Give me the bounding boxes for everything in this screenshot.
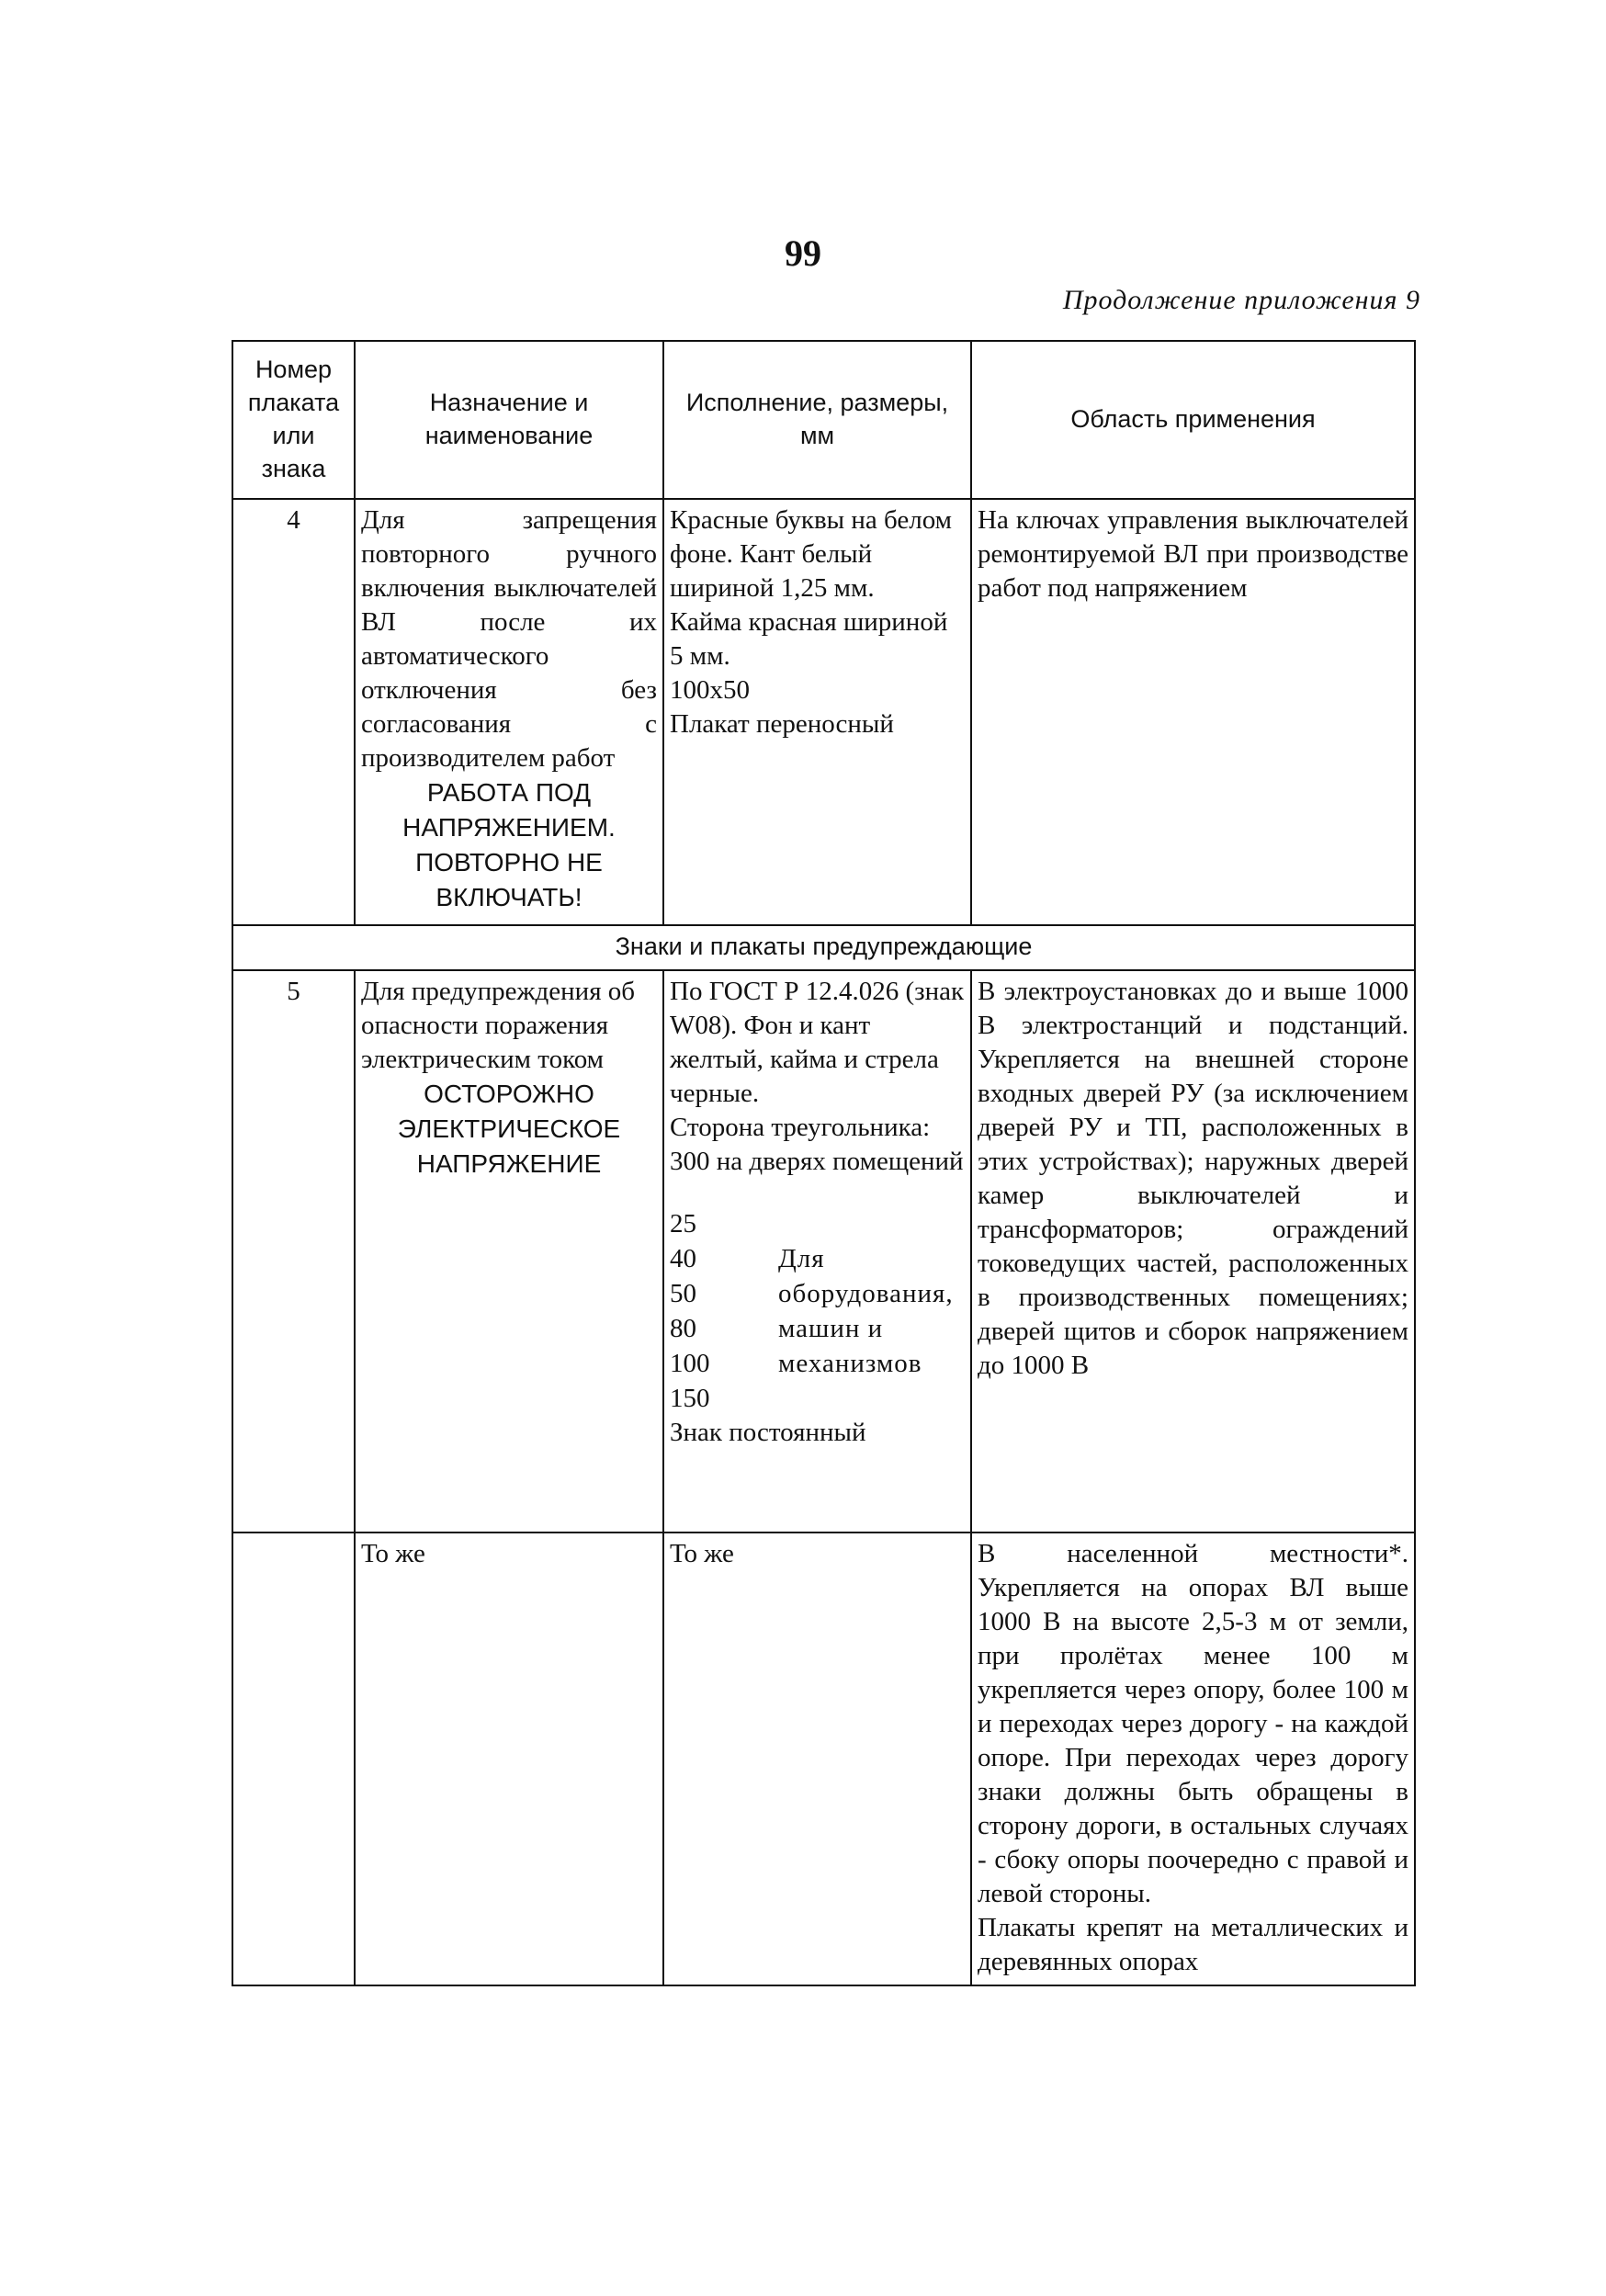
application-text: В населенной местности*. Укрепляется на опорах ВЛ выше 1000 В на высоте 2,5-3 м от земли, при пролётах менее 100 м укрепляется через опору, более 100 м и переходах через дорогу - на каждой опоре. При переходах через дорогу знаки должны быть обращены в сторону дороги, в остальных случаях - сбоку опоры поочередно с правой и левой стороны. — [978, 1539, 1408, 1908]
purpose-text: Для запрещения повторного ручного включения выключателей ВЛ после их автоматического отключения без согласования с производителем работ — [361, 505, 657, 773]
execution-size: 100х50 — [670, 675, 750, 705]
page-number: 99 — [785, 232, 821, 274]
poster-inscription: ОСТОРОЖНО ЭЛЕКТРИЧЕСКОЕ НАПРЯЖЕНИЕ — [397, 1080, 621, 1178]
table-header-row — [232, 341, 1415, 499]
execution-text: По ГОСТ Р 12.4.026 (знак W08). Фон и кант желтый, кайма и стрела черные. — [670, 977, 965, 1108]
continuation-caption: Продолжение приложения 9 — [1062, 285, 1420, 315]
size-value: 150 — [670, 1384, 710, 1413]
size-value: 80 — [670, 1314, 696, 1343]
sizes-note — [778, 1206, 965, 1416]
table-row — [232, 1533, 1415, 1985]
table-row — [232, 499, 1415, 925]
execution-text: Красные буквы на белом фоне. Кант белый шириной 1,25 мм. — [670, 505, 953, 603]
poster-number: 5 — [232, 970, 355, 1533]
execution-text: То же — [670, 1539, 734, 1568]
poster-number: 4 — [232, 499, 355, 925]
purpose-cell — [355, 499, 663, 925]
purpose-text: Для предупреждения об опасности поражения электрическим током — [361, 977, 636, 1074]
purpose-cell — [355, 970, 663, 1533]
application-cell — [971, 1533, 1415, 1985]
posters-table — [232, 340, 1416, 1986]
poster-inscription: РАБОТА ПОД НАПРЯЖЕНИЕМ. ПОВТОРНО НЕ ВКЛЮЧАТЬ! — [402, 778, 616, 911]
execution-type: Плакат переносный — [670, 709, 894, 739]
execution-text: Кайма красная шириной 5 мм. — [670, 607, 948, 671]
execution-cell — [663, 970, 971, 1533]
purpose-cell — [355, 1533, 663, 1985]
application-cell — [971, 970, 1415, 1533]
poster-number — [232, 1533, 355, 1985]
section-row — [232, 925, 1415, 970]
column-header-number: Номер плаката или знака — [232, 341, 355, 499]
column-header-purpose: Назначение и наименование — [355, 341, 663, 499]
column-header-application: Область применения — [971, 341, 1415, 499]
sizes-list — [670, 1206, 965, 1416]
section-title: Знаки и плакаты предупреждающие — [232, 925, 1415, 970]
application-cell — [971, 499, 1415, 925]
application-text: Плакаты крепят на металлических и деревянных опорах — [978, 1913, 1408, 1976]
purpose-text: То же — [361, 1539, 425, 1568]
execution-cell — [663, 499, 971, 925]
size-value: 25 — [670, 1209, 696, 1238]
size-value: 40 — [670, 1244, 696, 1273]
size-value: 50 — [670, 1279, 696, 1308]
size-value: 100 — [670, 1349, 710, 1378]
column-header-execution: Исполнение, размеры, мм — [663, 341, 971, 499]
size-values — [670, 1206, 778, 1416]
sizes-note-text: Для оборудования, машин и механизмов — [778, 1244, 954, 1378]
application-text: На ключах управления выключателей ремонтируемой ВЛ при производстве работ под напряжением — [978, 505, 1408, 603]
execution-type: Знак постоянный — [670, 1418, 866, 1447]
execution-text: Сторона треугольника: 300 на дверях помещений — [670, 1113, 964, 1176]
execution-cell — [663, 1533, 971, 1985]
table-row — [232, 970, 1415, 1533]
application-text: В электроустановках до и выше 1000 В электростанций и подстанций. Укрепляется на внешней стороне входных дверей РУ (за исключением дверей РУ и ТП, расположенных в этих устройствах); наружных дверей камер выключателей и трансформаторов; ограждений токоведущих частей, расположенных в производственных помещениях; дверей щитов и сборок напряжением до 1000 В — [978, 977, 1408, 1380]
